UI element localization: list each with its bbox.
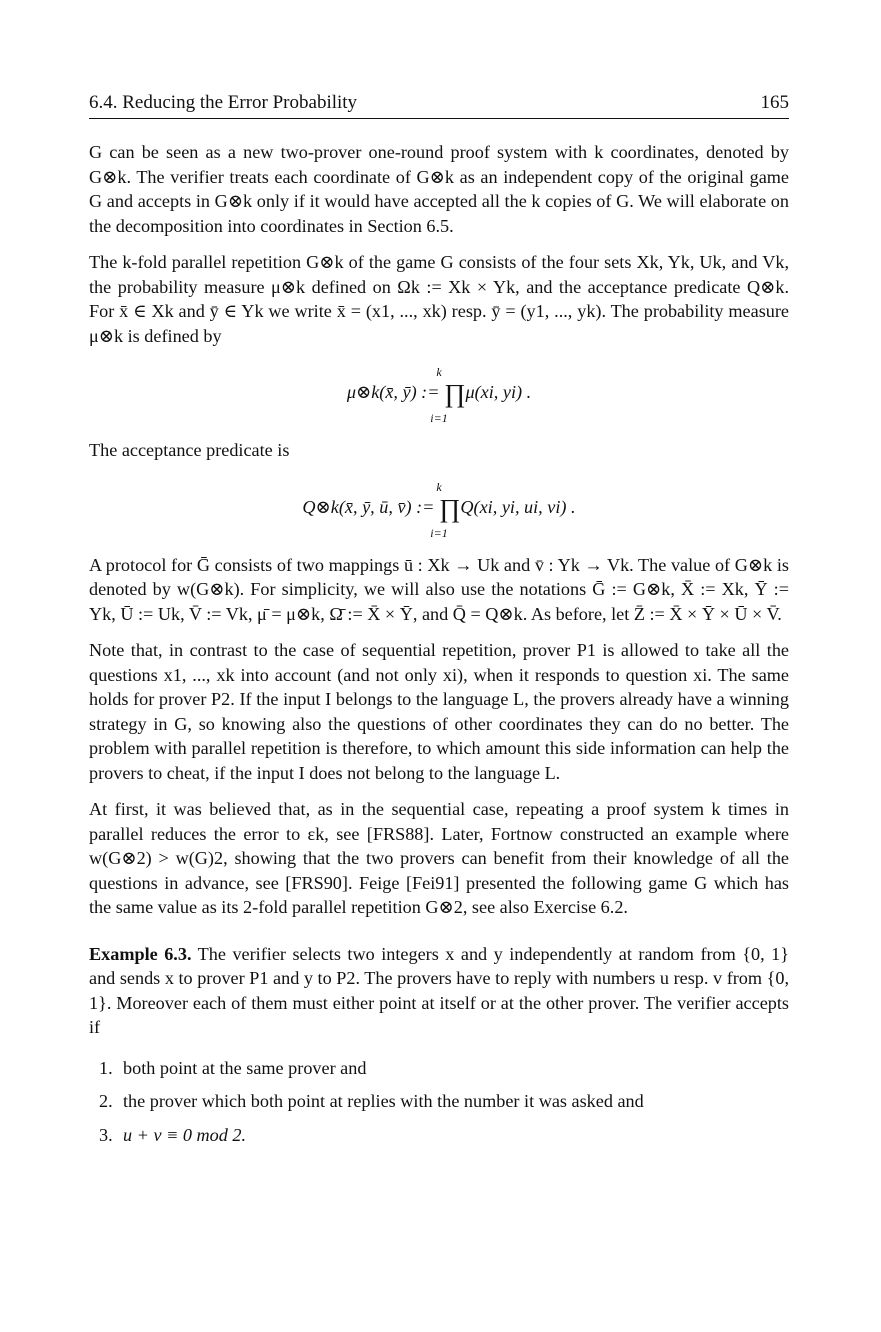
paragraph-3: The acceptance predicate is [89,440,290,460]
equation-q-left: Q⊗k(x̄, ȳ, ū, v̄) := [302,496,439,517]
paragraph-1: G can be seen as a new two-prover one-round proof system with k coordinates, denoted by G⊗k. The verifier treats each coordinate of G⊗k as an independent copy of the original game G and accepts in G⊗k only if it would have accepted all the k copies of G. We will elaborate on the decomposition into coordinates in Section 6.5. [89,142,789,236]
product-lower-limit: i=1 [430,525,448,540]
equation-mu-right: μ(xi, yi) . [465,382,532,402]
equation-q [89,475,789,541]
product-upper-limit: k [436,365,442,379]
product-symbol-icon: ∏ [439,493,461,523]
list-item: 1. both point at the same prover and [99,1057,367,1078]
main-text [89,140,789,1156]
list-item: 3. u + v ≡ 0 mod 2. [99,1124,247,1145]
paragraph-2: The k-fold parallel repetition G⊗k of the game G consists of the four sets Xk, Yk, Uk, and Vk, the probability measure μ⊗k defined on Ωk := Xk × Yk, and the acceptance predicate Q⊗k. For x̄ ∈ Xk and ȳ ∈ Yk we write x̄ = (x1, ..., xk) resp. ȳ = (y1, ..., yk). The probability measure μ⊗k is defined by [89,252,789,346]
paragraph-5: Note that, in contrast to the case of sequential repetition, prover P1 is allowed to take all the questions x1, ..., xk into account (and not only xi), when it responds to question xi. The same holds for prover P2. If the input I belongs to the language L, the provers already have a winning strategy in G, so knowing also the questions of other coordinates they can do no better. The problem with parallel repetition is therefore, to which amount this side information can help the provers to cheat, if the input I does not belong to the language L. [89,640,789,783]
page-number: 165 [760,92,789,113]
running-header [89,88,789,119]
list-item: 2. the prover which both point at replies with the number it was asked and [99,1091,644,1111]
paragraph-4: A protocol for Ḡ consists of two mappings ū : Xk → Uk and v̄ : Yk → Vk. The value of G⊗k is denoted by w(G⊗k). For simplicity, we will also use the notations Ḡ := G⊗k, X̄ := Xk, Ȳ := Yk, Ū := Uk, V̄ := Vk, μ̄ = μ⊗k, Ω̄ := X̄ × Ȳ, and Q̄ = Q⊗k. As before, let Z̄ := X̄ × Ȳ × Ū × V̄. [89,554,789,624]
section-title: 6.4. Reducing the Error Probability [89,92,358,113]
equation-mu [89,360,789,426]
equation-q-right: Q(xi, yi, ui, vi) . [460,496,576,517]
product-symbol-icon: ∏ [444,379,466,408]
product-upper-limit: k [436,479,442,494]
paragraph-6: At first, it was believed that, as in the sequential case, repeating a proof system k times in parallel reduces the error to εk, see [FRS88]. Later, Fortnow constructed an example where w(G⊗2) > w(G)2, showing that the two provers can benefit from their knowledge of all the questions in advance, see [FRS90]. Feige [Fei91] presented the following game G which has the same value as its 2-fold parallel repetition G⊗2, see also Exercise 6.2. [89,799,789,917]
product-lower-limit: i=1 [430,411,448,425]
example-paragraph [89,942,789,1040]
example-text: The verifier selects two integers x and y independently at random from {0, 1} and sends x to prover P1 and y to P2. The provers have to reply with numbers u resp. v from {0, 1}. Moreover each of them must either point at itself or at the other prover. The verifier accepts if [89,943,789,1037]
equation-mu-left: μ⊗k(x̄, ȳ) := [346,382,445,402]
example-label: Example 6.3. [89,943,192,964]
condition-list [89,1056,789,1148]
